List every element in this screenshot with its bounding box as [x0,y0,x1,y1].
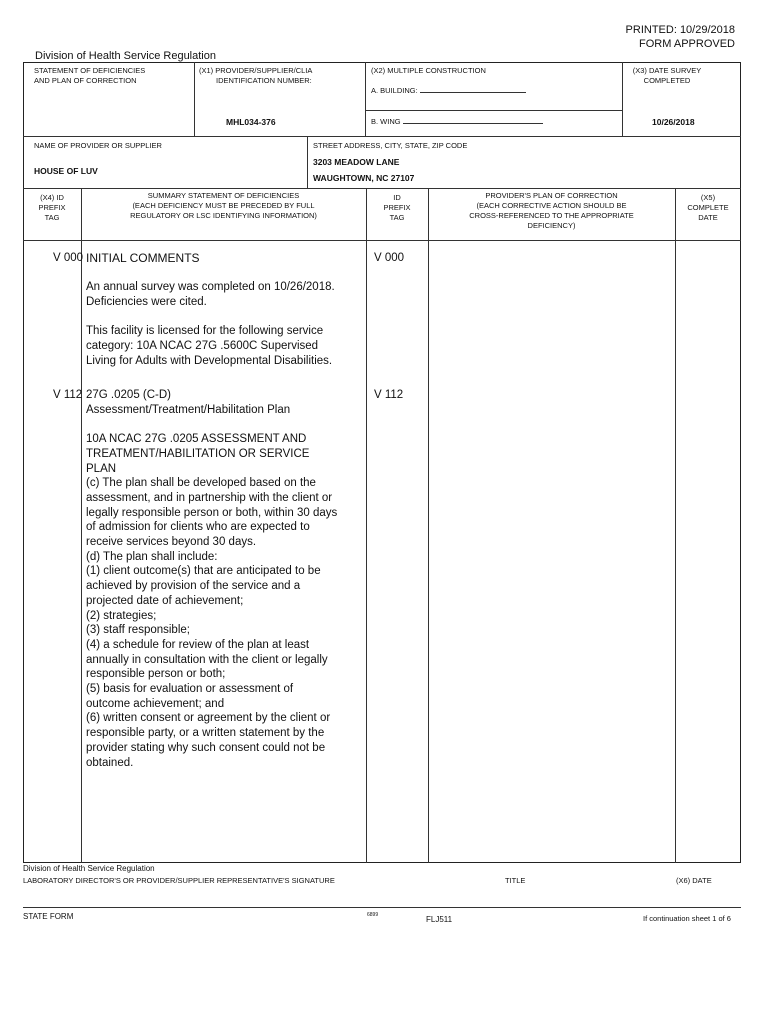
provider-name: HOUSE OF LUV [34,166,98,176]
x3-label: (X3) DATE SURVEY COMPLETED [632,66,702,85]
entry-v112: 27G .0205 (C-D) Assessment/Treatment/Habilitation Plan 10A NCAC 27G .0205 ASSESSMENT AND TREATMENT/HABILITATION OR SERVICE PLAN (c) The plan shall be developed based on the assessment, and in partnership with the client or legally responsible person or both, within 30 days of admission for clients who are expected to receive services beyond 30 days. (d) The plan shall include: (1) client outcome(s) that are anticipated to be achieved by provision of the service and a projected date of achievement; (2) strategies; (3) staff responsible; (4) a schedule for review of the plan at least annually in consultation with the client or legally responsible person or both; (5) basis for evaluation or assessment of outcome achievement; and (6) written consent or agreement by the client or responsible party, or a written statement by the provider stating why such consent could not be obtained. [86,389,338,769]
survey-date: 10/26/2018 [652,117,695,127]
entry-initial-comments: INITIAL COMMENTS An annual survey was completed on 10/26/2018. Deficiencies were cited. This facility is licensed for the following service category: 10A NCAC 27G .5600C Supervised Living for Adults with Developmental Disabilities. [86,251,335,367]
x5-header: (X5) COMPLETE DATE [687,193,729,222]
street-address: 3203 MEADOW LANE [313,157,400,167]
agency-title: Division of Health Service Regulation [35,50,216,62]
wing-field: B. WING [371,114,543,127]
building-field: A. BUILDING: [371,83,526,96]
x4-header: (X4) ID PREFIX TAG [38,193,66,222]
continuation-sheet: If continuation sheet 1 of 6 [643,914,731,923]
tag-v000: V 000 [53,252,84,264]
footer-agency: Division of Health Service Regulation [23,864,155,873]
tag-v112: V 112 [53,389,83,401]
provider-name-label: NAME OF PROVIDER OR SUPPLIER [34,141,162,150]
signature-label: LABORATORY DIRECTOR'S OR PROVIDER/SUPPLIER REPRESENTATIVE'S SIGNATURE [23,876,335,885]
summary-header: SUMMARY STATEMENT OF DEFICIENCIES (EACH DEFICIENCY MUST BE PRECEDED BY FULL REGULATORY OR LSC IDENTIFYING INFORMATION) [130,191,317,220]
x6-date-label: (X6) DATE [676,876,712,885]
address-label: STREET ADDRESS, CITY, STATE, ZIP CODE [313,141,468,150]
x2-label: (X2) MULTIPLE CONSTRUCTION [371,66,486,75]
id-tag-v000: V 000 [374,252,405,264]
x1-label: (X1) PROVIDER/SUPPLIER/CLIA IDENTIFICATION NUMBER: [199,66,313,85]
form-status: FORM APPROVED [639,38,735,50]
provider-id: MHL034-376 [226,117,276,127]
event-id: FLJ511 [426,915,453,924]
form-number: 6899 [367,912,379,918]
printed-date: PRINTED: 10/29/2018 [625,24,735,36]
plan-header: PROVIDER'S PLAN OF CORRECTION (EACH CORRECTIVE ACTION SHOULD BE CROSS-REFERENCED TO THE APPROPRIATE DEFICIENCY) [469,191,634,230]
id-header: ID PREFIX TAG [383,193,411,222]
statement-label: STATEMENT OF DEFICIENCIES AND PLAN OF CORRECTION [34,66,146,85]
city-state-zip: WAUGHTOWN, NC 27107 [313,173,415,183]
id-tag-v112: V 112 [374,389,404,401]
state-form-label: STATE FORM [23,912,74,921]
title-label: TITLE [505,876,526,885]
